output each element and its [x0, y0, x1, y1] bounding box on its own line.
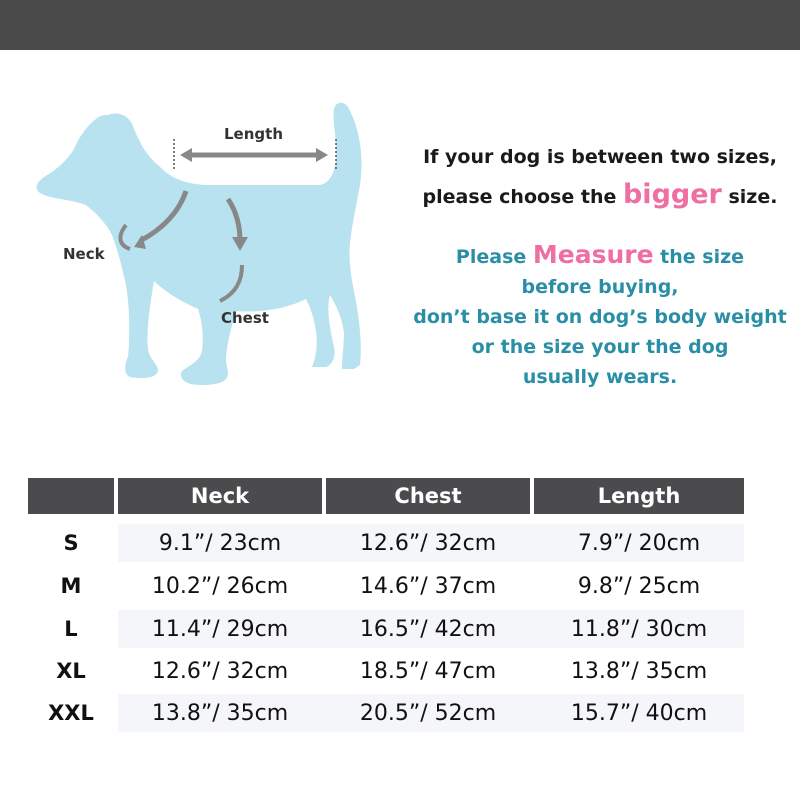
chest-cell: 18.5”/ 47cm — [359, 658, 497, 684]
dog-measurement-diagram — [30, 95, 390, 405]
table-row-s — [28, 524, 744, 562]
neck-cell: 13.8”/ 35cm — [151, 700, 289, 726]
advice-line-1: If your dog is between two sizes, — [423, 146, 777, 168]
size-cell: M — [60, 574, 82, 598]
chest-cell: 12.6”/ 32cm — [359, 530, 497, 556]
neck-cell: 11.4”/ 29cm — [151, 616, 289, 642]
measure-line-2: before buying, — [521, 276, 679, 298]
header-length: Length — [534, 478, 744, 514]
advice-line-2 — [400, 176, 800, 216]
size-cell: S — [63, 531, 79, 555]
length-cell: 13.8”/ 35cm — [570, 658, 708, 684]
neck-label: Neck — [63, 245, 105, 263]
length-cell: 7.9”/ 20cm — [577, 530, 701, 556]
size-advice-message — [400, 138, 800, 216]
chest-cell: 14.6”/ 37cm — [359, 573, 497, 599]
advice-line-2-start: please choose the — [422, 186, 623, 208]
length-label: Length — [224, 125, 283, 143]
length-cell: 9.8”/ 25cm — [577, 573, 701, 599]
advice-line-2-end: size. — [721, 186, 778, 208]
measure-line-3: don’t base it on dog’s body weight — [413, 306, 787, 328]
length-cell: 11.8”/ 30cm — [570, 616, 708, 642]
measure-line-4: or the size your the dog — [471, 336, 729, 358]
size-cell: XXL — [48, 701, 94, 725]
header-neck: Neck — [118, 478, 322, 514]
header-chest: Chest — [326, 478, 530, 514]
top-banner — [0, 0, 800, 50]
table-row-l — [28, 610, 744, 648]
header-size-cell — [28, 478, 114, 514]
table-row-xl — [28, 652, 744, 690]
measure-advice-message — [400, 240, 800, 392]
measure-highlight: Measure — [532, 240, 654, 269]
measure-line-1-start: Please — [455, 246, 533, 268]
bigger-highlight: bigger — [622, 179, 722, 210]
chest-label: Chest — [221, 309, 269, 327]
neck-cell: 9.1”/ 23cm — [158, 530, 282, 556]
measure-line-1-end: the size — [653, 246, 745, 268]
table-row-m — [28, 567, 744, 605]
size-cell: L — [64, 617, 78, 641]
size-cell: XL — [56, 659, 86, 683]
chest-cell: 20.5”/ 52cm — [359, 700, 497, 726]
length-cell: 15.7”/ 40cm — [570, 700, 708, 726]
neck-cell: 12.6”/ 32cm — [151, 658, 289, 684]
measure-line-1 — [400, 240, 800, 272]
table-row-xxl — [28, 694, 744, 732]
chest-cell: 16.5”/ 42cm — [359, 616, 497, 642]
measure-line-5: usually wears. — [522, 366, 678, 388]
neck-cell: 10.2”/ 26cm — [151, 573, 289, 599]
